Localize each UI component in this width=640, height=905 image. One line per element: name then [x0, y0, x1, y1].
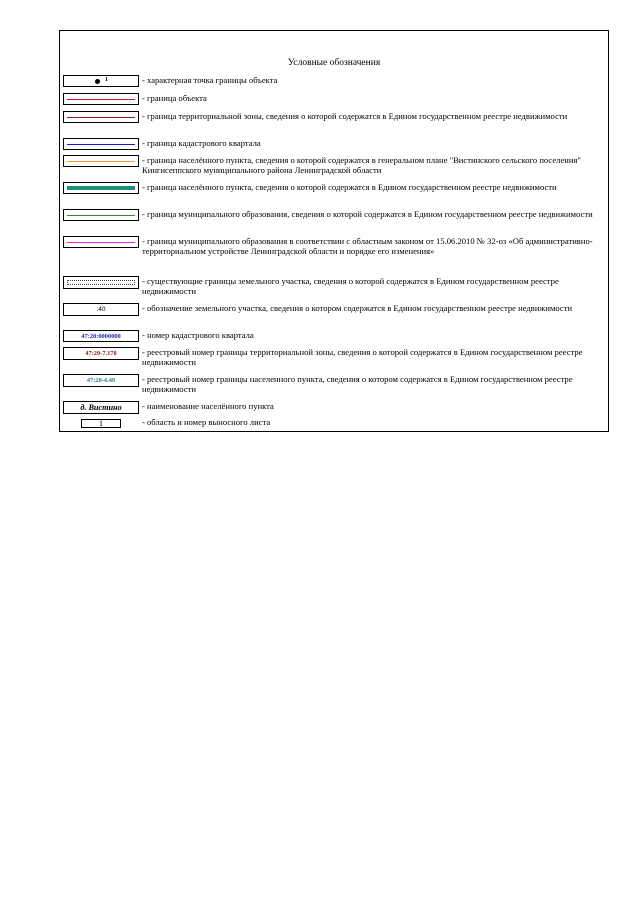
legend-frame	[59, 30, 609, 432]
settlement-name-label: д. Вистино	[80, 403, 122, 412]
legend-text: - обозначение земельного участка, сведения о котором содержатся в Едином государственном реестре недвижимости	[142, 303, 573, 313]
legend-text: - граница населённого пункта, сведения о которой содержатся в Едином государственном реестре недвижимости	[142, 182, 557, 192]
object-boundary-symbol	[63, 93, 139, 105]
legend-text: - наименование населённого пункта	[142, 401, 274, 411]
extension-sheet-number: 1	[99, 419, 103, 428]
legend-text: - существующие границы земельного участка, сведения о которой содержатся в Едином государственном реестре недвижимости	[142, 276, 559, 297]
dotted-boundary-line	[67, 280, 135, 285]
legend-row-quarter-number	[60, 330, 608, 343]
settlement-plan-symbol	[63, 155, 139, 167]
legend-row-object-boundary	[60, 93, 608, 106]
settlement-number-label: 47:20-4.49	[86, 377, 116, 384]
legend-text: - граница территориальной зоны, сведения о которой содержатся в Едином государственном реестре недвижимости	[142, 111, 568, 121]
legend-row-territorial-zone	[60, 111, 608, 133]
legend-row-cadastral-quarter	[60, 138, 608, 151]
legend-text: - характерная точка границы объекта	[142, 75, 278, 85]
territorial-zone-line	[67, 117, 135, 118]
settlement-egrn-line	[67, 186, 135, 190]
quarter-number-label: 47:20:0000000	[81, 332, 121, 340]
legend-text: - граница объекта	[142, 93, 207, 103]
legend-text: - граница населённого пункта, сведения о которой содержатся в генеральном плане "Вистинского сельского поселения" Кингисеппского муниципального района Ленинградской области	[142, 155, 581, 176]
object-boundary-line	[67, 99, 135, 100]
legend-title: Условные обозначения	[287, 58, 381, 68]
municipal-law-line	[67, 242, 135, 243]
municipal-law-symbol	[63, 236, 139, 248]
legend-row-municipal-law	[60, 236, 608, 269]
legend-text: - номер кадастрового квартала	[142, 330, 254, 340]
legend-row-land-plot-designation	[60, 303, 608, 325]
legend-row-settlement-general-plan	[60, 155, 608, 177]
legend-row-settlement-name	[60, 401, 608, 414]
legend-row-land-plot-boundary	[60, 276, 608, 298]
point-dot-icon	[95, 79, 100, 84]
municipal-egrn-symbol	[63, 209, 139, 221]
territorial-zone-symbol	[63, 111, 139, 123]
legend-row-settlement-number	[60, 374, 608, 396]
settlement-name-symbol	[63, 401, 139, 414]
legend-text: - граница муниципального образования, сведения о которой содержатся в Едином государственном реестре недвижимости	[142, 209, 593, 219]
extension-sheet-box	[81, 419, 121, 428]
zone-number-label: 47:20-7.178	[85, 350, 117, 357]
extension-sheet-symbol	[63, 417, 139, 430]
legend-text: - реестровый номер границы населенного пункта, сведения о котором содержатся в Едином государственном реестре недвижимости	[142, 374, 573, 395]
point-number-label: 1	[105, 77, 108, 83]
legend-text: - граница муниципального образования в соответствии с областным законом от 15.06.2010 № 32-оз «Об административно-территориальном устройстве Ленинградской области и порядке его изменения»	[142, 236, 593, 257]
legend-text: - область и номер выносного листа	[142, 417, 271, 427]
zone-number-symbol	[63, 347, 139, 360]
settlement-plan-line	[67, 161, 135, 162]
land-plot-boundary-symbol	[63, 276, 139, 289]
legend-row-municipal-egrn	[60, 209, 608, 231]
municipal-egrn-line	[67, 215, 135, 216]
quarter-number-symbol	[63, 330, 139, 342]
cadastral-quarter-symbol	[63, 138, 139, 150]
legend-text: - реестровый номер границы территориальной зоны, сведения о которой содержатся в Едином государственном реестре недвижимости	[142, 347, 583, 368]
land-plot-designation-label: :40	[96, 306, 106, 313]
legend-row-zone-number	[60, 347, 608, 369]
settlement-egrn-symbol	[63, 182, 139, 194]
legend-row-extension-sheet	[60, 417, 608, 431]
point-symbol	[63, 75, 139, 87]
cadastral-quarter-line	[67, 144, 135, 145]
settlement-number-symbol	[63, 374, 139, 387]
legend-row-point	[60, 75, 608, 88]
legend-text: - граница кадастрового квартала	[142, 138, 261, 148]
land-plot-designation-symbol	[63, 303, 139, 316]
legend-row-settlement-egrn	[60, 182, 608, 204]
